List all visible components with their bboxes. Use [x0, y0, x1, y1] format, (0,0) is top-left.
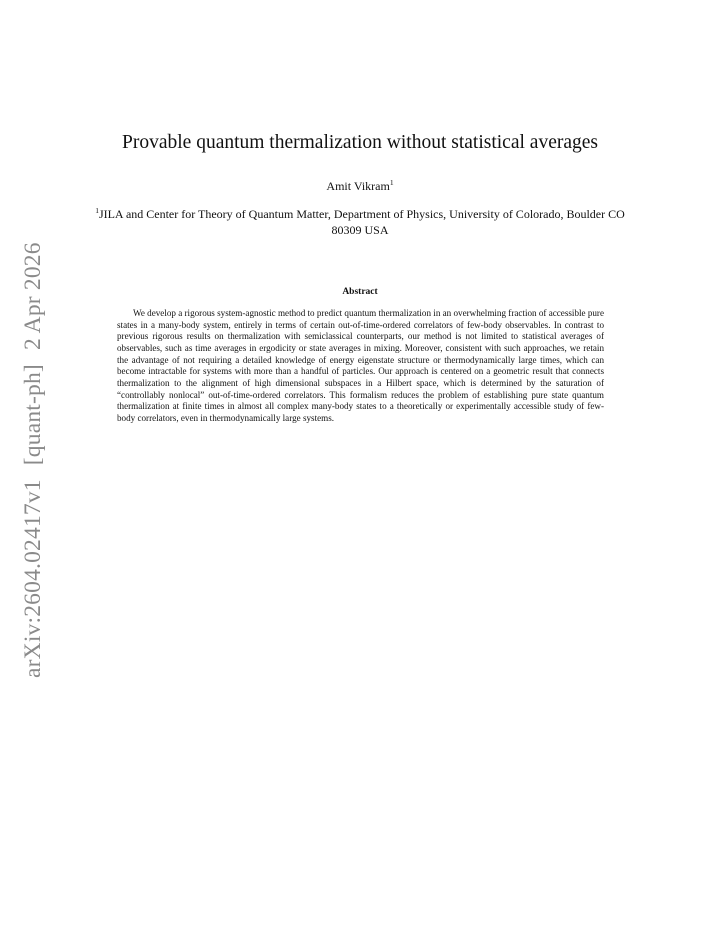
author-affiliation-marker: 1	[389, 178, 394, 187]
author-name: Amit Vikram	[326, 179, 390, 193]
arxiv-category: [quant-ph]	[20, 364, 46, 466]
affiliation-marker: 1	[95, 206, 99, 215]
author-line	[0, 178, 720, 194]
paper-title: Provable quantum thermalization without statistical averages	[122, 132, 598, 153]
affiliation-text: JILA and Center for Theory of Quantum Matter, Department of Physics, University of Colorado, Boulder CO 80309 USA	[98, 207, 625, 237]
abstract-body: We develop a rigorous system-agnostic method to predict quantum thermalization in an overwhelming fraction of accessible pure states in a many-body system, entirely in terms of certain out-of-time-ordered correlators of few-body observables. In contrast to previous rigorous results on thermalization with semiclassical counterparts, our method is not limited to statistical averages of observables, such as time averages in ergodicity or state averages in mixing. Moreover, consistent with such approaches, we retain the advantage of not requiring a detailed knowledge of energy eigenstate structure or thermodynamically large times, which can become intractable for systems with more than a handful of particles. Our approach is centered on a geometric result that connects thermalization to the alignment of high dimensional subspaces in a Hilbert space, which is determined by the saturation of “controllably nonlocal” out-of-time-ordered correlators. This formalism reduces the problem of establishing pure state quantum thermalization at finite times in almost all complex many-body states to a theoretically or experimentally accessible study of few-body correlators, even in thermodynamically large systems.	[117, 308, 604, 423]
arxiv-date: 2 Apr 2026	[20, 242, 46, 351]
abstract-heading: Abstract	[342, 287, 378, 297]
arxiv-identifier: arXiv:2604.02417v1	[20, 479, 46, 678]
affiliation-block	[80, 206, 640, 238]
arxiv-sidebar-stamp	[22, 242, 46, 678]
